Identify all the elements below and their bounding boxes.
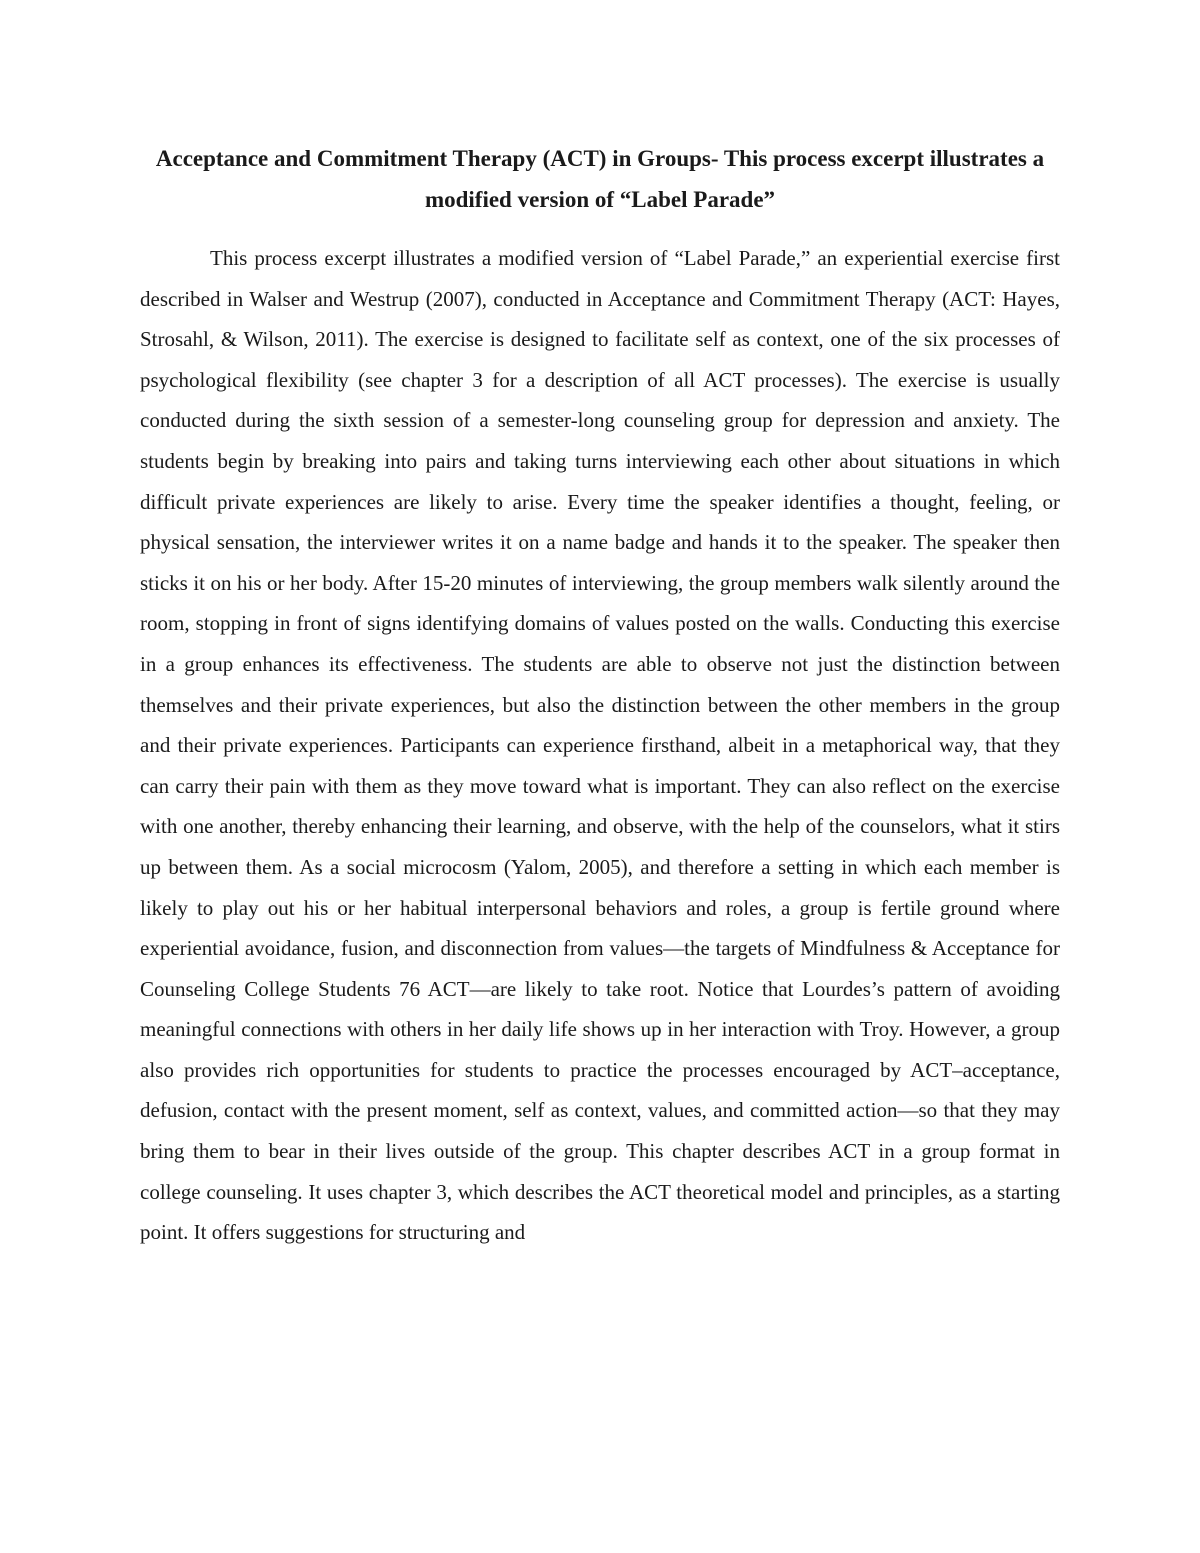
document-title: Acceptance and Commitment Therapy (ACT) in Groups- This process excerpt illustrates a modified version of “Label Parade” [155, 146, 1045, 212]
document-content [140, 138, 1060, 1253]
body-paragraph: This process excerpt illustrates a modified version of “Label Parade,” an experiential exercise first described in Walser and Westrup (2007), conducted in Acceptance and Commitment Therapy (ACT: Hayes, Strosahl, & Wilson, 2011). The exercise is designed to facilitate self as context, one of the six processes of psychological flexibility (see chapter 3 for a description of all ACT processes). The exercise is usually conducted during the sixth session of a semester-long counseling group for depression and anxiety. The students begin by breaking into pairs and taking turns interviewing each other about situations in which difficult private experiences are likely to arise. Every time the speaker identifies a thought, feeling, or physical sensation, the interviewer writes it on a name badge and hands it to the speaker. The speaker then sticks it on his or her body. After 15-20 minutes of interviewing, the group members walk silently around the room, stopping in front of signs identifying domains of values posted on the walls. Conducting this exercise in a group enhances its effectiveness. The students are able to observe not just the distinction between themselves and their private experiences, but also the distinction between the other members in the group and their private experiences. Participants can experience firsthand, albeit in a metaphorical way, that they can carry their pain with them as they move toward what is important. They can also reflect on the exercise with one another, thereby enhancing their learning, and observe, with the help of the counselors, what it stirs up between them. As a social microcosm (Yalom, 2005), and therefore a setting in which each member is likely to play out his or her habitual interpersonal behaviors and roles, a group is fertile ground where experiential avoidance, fusion, and disconnection from values—the targets of Mindfulness & Acceptance for Counseling College Students 76 ACT—are likely to take root. Notice that Lourdes’s pattern of avoiding meaningful connections with others in her daily life shows up in her interaction with Troy. However, a group also provides rich opportunities for students to practice the processes encouraged by ACT–acceptance, defusion, contact with the present moment, self as context, values, and committed action—so that they may bring them to bear in their lives outside of the group. This chapter describes ACT in a group format in college counseling. It uses chapter 3, which describes the ACT theoretical model and principles, as a starting point. It offers suggestions for structuring and [140, 246, 1060, 1245]
